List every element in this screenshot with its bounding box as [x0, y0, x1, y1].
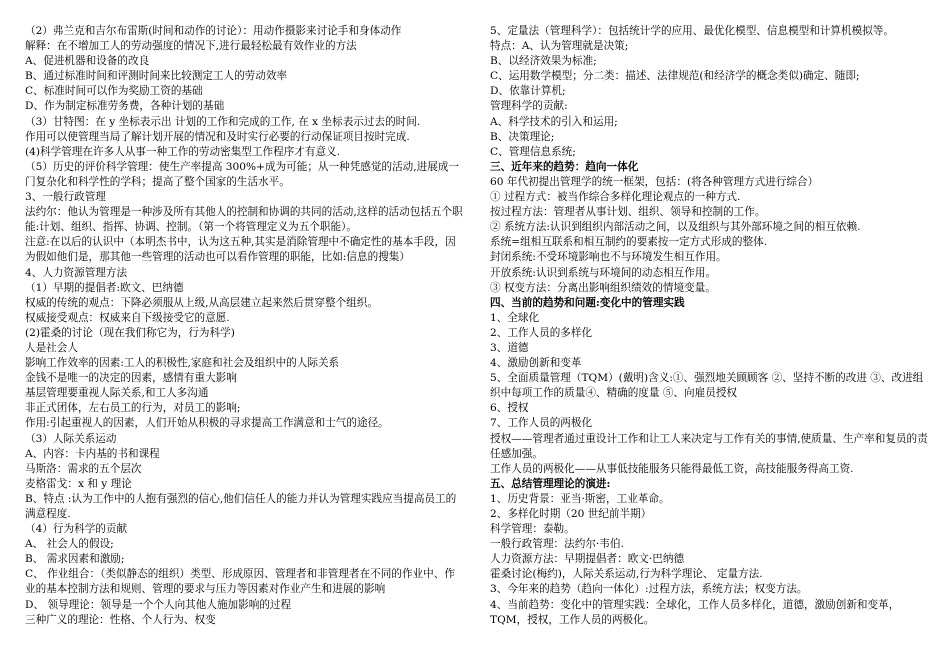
text-line: B、决策理论;: [490, 130, 555, 143]
text-line: A、科学技术的引入和运用;: [490, 115, 618, 128]
text-line: 法约尔：他认为管理是一种涉及所有其他人的控制和协调的共同的活动,这样的活动包括五个职能:计划、组织、指挥、协调、控制。（第一个将管理定义为五个职能）。: [25, 206, 463, 234]
text-line: 马斯洛：需求的五个层次: [25, 462, 142, 475]
text-line: 金钱不是唯一的决定的因素，感情有重大影响: [25, 372, 237, 385]
text-line: ③ 权变方法：分离出影响组织绩效的情境变量。: [490, 281, 716, 294]
text-line: 开放系统:认识到系统与环境间的动态相互作用。: [490, 266, 717, 279]
text-line: 科学管理：泰勒。: [490, 523, 575, 536]
text-line: 管理科学的贡献:: [490, 100, 568, 113]
text-line: B、通过标准时间和评测时间来比较测定工人的劳动效率: [25, 70, 288, 83]
section-heading: 三、近年来的趋势：趋向一体化: [490, 160, 639, 173]
text-line: 作用可以使管理当局了解计划开展的情况和及时实行必要的行动保证项目按时完成.: [25, 130, 410, 143]
text-line: B、以经济效果为标准;: [490, 55, 597, 68]
text-line: B、 需求因素和激励;: [25, 553, 125, 566]
text-line: 影响工作效率的因素:工人的积极性,家庭和社会及组织中的人际关系: [25, 357, 340, 370]
text-line: D、 领导理论：领导是一个个人向其他人施加影响的过程: [25, 598, 292, 611]
text-line: 授权——管理者通过重设计工作和让工人来决定与工作有关的事情,使质量、生产率和复员的责任感加强。: [490, 432, 928, 460]
text-line: (2)霍桑的讨论（现在我们称它为，行为科学): [25, 326, 235, 339]
text-line: C、标准时间可以作为奖励工资的基础: [25, 85, 203, 98]
text-line: 5、全面质量管理（TQM）(戴明)含义:①、强烈地关顾顾客 ②、坚持不断的改进 ③、改进组织中每项工作的质量④、精确的度量 ⑤、向雇员授权: [490, 372, 924, 400]
text-line: （1）早期的提倡者:欧文、巴纳德: [25, 281, 184, 294]
text-line: 特点：A、认为管理就是决策;: [490, 40, 629, 53]
text-line: 封闭系统:不受环境影响也不与环境发生相互作用。: [490, 251, 727, 264]
text-line: 4、人力资源管理方法: [25, 266, 128, 279]
text-line: A、 社会人的假设;: [25, 538, 114, 551]
text-line: ② 系统方法:认识到组织内部活动之间，以及组织与其外部环境之间的相互依赖.: [490, 221, 861, 234]
text-line: C、 作业组合：（类似静态的组织）类型、形成原因、管理者和非管理者在不同的作业中、作业的基本控制方法和规则、管理的要求与压力等因素对作业产生和进展的影响: [25, 568, 455, 596]
text-line: 注意:在以后的认识中（本明杰书中，认为这五种,其实是消除管理中不确定性的基本手段，因为假如他们是，那其他一些管理的活动也可以看作管理的职能，比如:信息的搜集）: [25, 236, 456, 264]
text-line: 5、定量法（管理科学）：包括统计学的应用、最优化模型、信息模型和计算机模拟等。: [490, 25, 894, 37]
text-line: 1、全球化: [490, 311, 540, 324]
text-line: 1、历史背景：亚当·斯密，工业革命。: [490, 492, 670, 505]
text-line: 3、今年来的趋势（趋向一体化）:过程方法，系统方法；权变方法。: [490, 583, 808, 596]
text-line: （3）甘特图：在 y 坐标表示出 计划的工作和完成的工作, 在 x 坐标表示过去的时间.: [25, 115, 421, 128]
text-line: 解释：在不增加工人的劳动强度的情况下,进行最轻松最有效作业的方法: [25, 40, 357, 53]
text-line: 3、一般行政管理: [25, 191, 106, 204]
text-line: 4、当前趋势：变化中的管理实践：全球化，工作人员多样化，道德，激励创新和变革，TQM，授权，工作人员的两极化。: [490, 598, 900, 626]
text-line: C、管理信息系统;: [490, 145, 576, 158]
section-heading: 五、总结管理理论的演进:: [490, 477, 611, 490]
section-heading: 四、当前的趋势和问题:变化中的管理实践: [490, 296, 685, 309]
text-line: ① 过程方式：被当作综合多样化理论观点的一种方式.: [490, 191, 741, 204]
text-line: 工作人员的两极化——从事低技能服务只能得最低工资，高技能服务得高工资.: [490, 462, 854, 475]
text-line: 麦格雷戈：x 和 y 理论: [25, 477, 132, 490]
left-column: [25, 24, 465, 628]
text-line: （4）行为科学的贡献: [25, 523, 128, 536]
text-line: A、内容：卡内基的书和课程: [25, 447, 160, 460]
text-line: D、作为制定标准劳务费，各种计划的基础: [25, 100, 225, 113]
text-line: 7、工作人员的两极化: [490, 417, 593, 430]
text-line: 非正式团体，左右员工的行为，对员工的影响;: [25, 402, 241, 415]
text-line: 作用:引起重视人的因素，人们开始从积极的寻求提高工作满意和士气的途径。: [25, 417, 389, 430]
text-line: （2）弗兰克和吉尔布雷斯(时间和动作的讨论）：用动作摄影来讨论手和身体动作: [25, 25, 402, 37]
text-line: 60 年代初提出管理学的统一框架，包括：(将各种管理方式进行综合）: [490, 175, 819, 188]
text-line: 人是社会人: [25, 341, 78, 354]
text-line: 3、道德: [490, 341, 529, 354]
text-line: 基层管理要重视人际关系,和工人多沟通: [25, 387, 209, 400]
text-line: 一般行政管理：法约尔·韦伯.: [490, 538, 624, 551]
text-line: (4)科学管理在许多人从事一种工作的劳动密集型工作程序才有意义.: [25, 145, 340, 158]
text-line: 6、授权: [490, 402, 529, 415]
text-line: D、依靠计算机;: [490, 85, 566, 98]
text-line: 三种广义的理论：性格、个人行为、权变: [25, 613, 216, 626]
text-line: 4、激励创新和变革: [490, 357, 582, 370]
text-line: 按过程方法：管理者从事计划、组织、领导和控制的工作。: [490, 206, 766, 219]
text-line: 系统=组相互联系和相互制约的要素按一定方式形成的整体.: [490, 236, 768, 249]
text-line: （5）历史的评价科学管理：使生产率提高 300%+成为可能；从一种凭感觉的活动,进展成一门复杂化和科学性的学科；提高了整个国家的生活水平。: [25, 160, 460, 188]
text-line: 人力资源方法：早期提倡者：欧文·巴纳德: [490, 553, 685, 566]
text-line: 权威接受观点：权威来自下级接受它的意愿.: [25, 311, 230, 324]
right-column: [490, 24, 930, 628]
text-line: B、特点 :认为工作中的人抱有强烈的信心,他们信任人的能力并认为管理实践应当提高员工的满意程度.: [25, 492, 457, 520]
text-line: 2、工作人员的多样化: [490, 326, 593, 339]
text-line: 霍桑讨论(梅约)，人际关系运动,行为科学理论、 定量方法.: [490, 568, 763, 581]
text-line: A、促进机器和设备的改良: [25, 55, 150, 68]
text-line: C、运用数学模型；分二类：描述、法律规范(和经济学的概念类似)确定、随即;: [490, 70, 860, 83]
text-line: 权威的传统的观点：下降必须服从上级,从高层建立起来然后贯穿整个组织。: [25, 296, 378, 309]
text-line: 2、多样化时期（20 世纪前半期）: [490, 508, 652, 520]
text-line: （3）人际关系运动: [25, 432, 117, 445]
